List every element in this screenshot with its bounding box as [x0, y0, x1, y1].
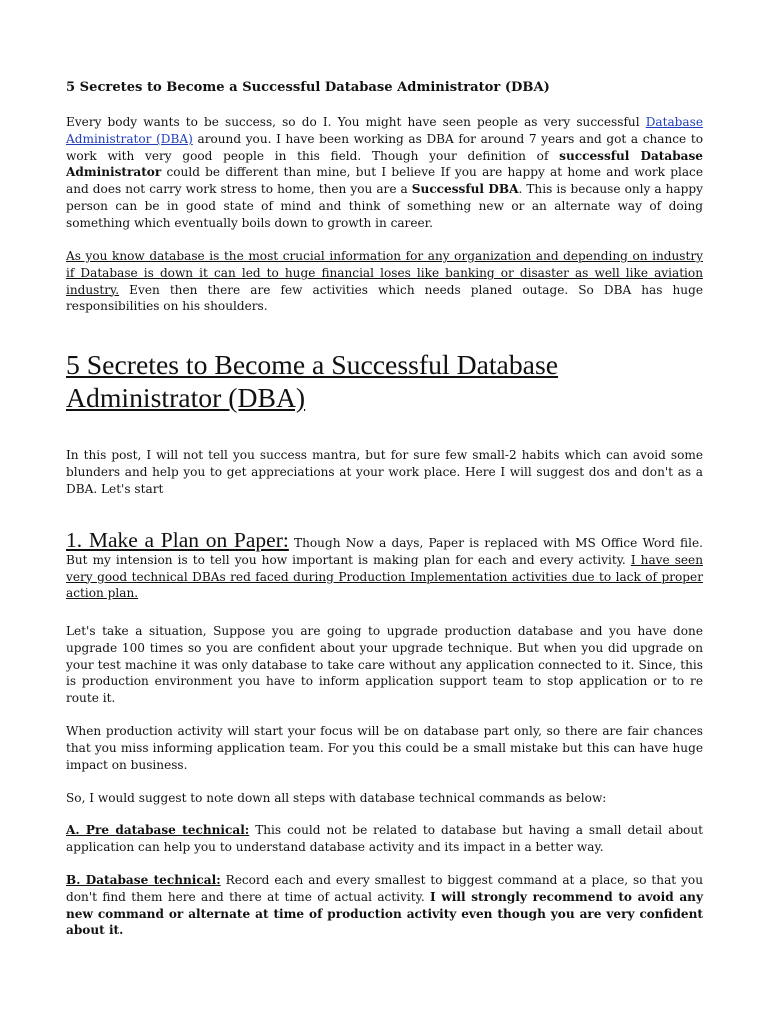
- focus-paragraph: [66, 723, 703, 773]
- item-a-label: A. Pre database technical:: [66, 823, 250, 837]
- section-1-underlined: I have seen very good technical DBAs red faced during Production Implementation activities due to lack of proper action plan.: [66, 552, 704, 601]
- intro-text-3: could be different than mine, but I believe If you are happy at home and work place and does not carry work stress to home, then you are a: [66, 165, 703, 197]
- item-a-text: This could not be related to database but having a small detail about application can help you to understand database activity and its impact in a better way.: [66, 823, 703, 854]
- post-intro-paragraph: [66, 447, 703, 497]
- focus-text: When production activity will start your focus will be on database part only, so there are fair chances that you miss informing application team. For you this could be a small mistake but this can have huge impact on business.: [66, 724, 703, 772]
- intro-text-1: Every body wants to be success, so do I. You might have seen people as very successful: [66, 115, 646, 129]
- item-b-text: Record each and every smallest to biggest command at a place, so that you don't find them here and there at time of actual activity.: [66, 873, 703, 904]
- situation-text: Let's take a situation, Suppose you are going to upgrade production database and you have done upgrade 100 times so you are confident about your upgrade technique. But when you did upgrade on your test machine it was only database to take care without any application connected to it. Since, this is production environment you have to inform application support team to stop application or to re route it.: [66, 624, 703, 706]
- item-b-label: B. Database technical:: [66, 873, 221, 887]
- section-1-heading: 1. Make a Plan on Paper:: [66, 528, 289, 552]
- responsibility-text: Even then there are few activities which needs planed outage. So DBA has huge responsibilities on his shoulders.: [66, 282, 703, 314]
- intro-text-4: . This is because only a happy person can be in good state of mind and think of something new or an alternate way of doing something which eventually boils down to growth in career.: [66, 182, 703, 230]
- responsibility-underlined: As you know database is the most crucial information for any organization and depending on industry if Database is down it can led to huge financial loses like banking or disaster as well like aviation industry.: [66, 249, 703, 297]
- main-heading: 5 Secretes to Become a Successful Database Administrator (DBA): [66, 349, 559, 413]
- item-b-paragraph: [66, 872, 703, 939]
- section-plan-on-paper: [66, 528, 704, 602]
- item-b-bold: I will strongly recommend to avoid any new command or alternate at time of production activity even though you are very confident about it.: [66, 889, 703, 938]
- item-a-paragraph: [66, 822, 703, 856]
- intro-bold-1: successful Database Administrator: [66, 148, 703, 180]
- suggestion-paragraph: [66, 790, 703, 807]
- dba-link[interactable]: Database Administrator (DBA): [66, 115, 703, 146]
- document-title: 5 Secretes to Become a Successful Database Administrator (DBA): [66, 80, 550, 95]
- post-intro-text: In this post, I will not tell you success mantra, but for sure few small-2 habits which can avoid some blunders and help you to get appreciations at your work place. Here I will suggest dos and don't as a DBA. Let's start: [66, 448, 703, 496]
- intro-bold-2: Successful DBA: [411, 182, 519, 197]
- intro-paragraph: [66, 114, 703, 232]
- situation-paragraph: [66, 623, 703, 707]
- section-1-text: Though Now a days, Paper is replaced with MS Office Word file. But my intension is to tell you how important is making plan for each and every activity.: [66, 536, 703, 567]
- suggestion-text: So, I would suggest to note down all steps with database technical commands as below:: [66, 791, 607, 805]
- responsibility-paragraph: [66, 248, 703, 315]
- intro-text-2: around you. I have been working as DBA for around 7 years and got a chance to work with very good people in this field. Though your definition of: [66, 131, 703, 163]
